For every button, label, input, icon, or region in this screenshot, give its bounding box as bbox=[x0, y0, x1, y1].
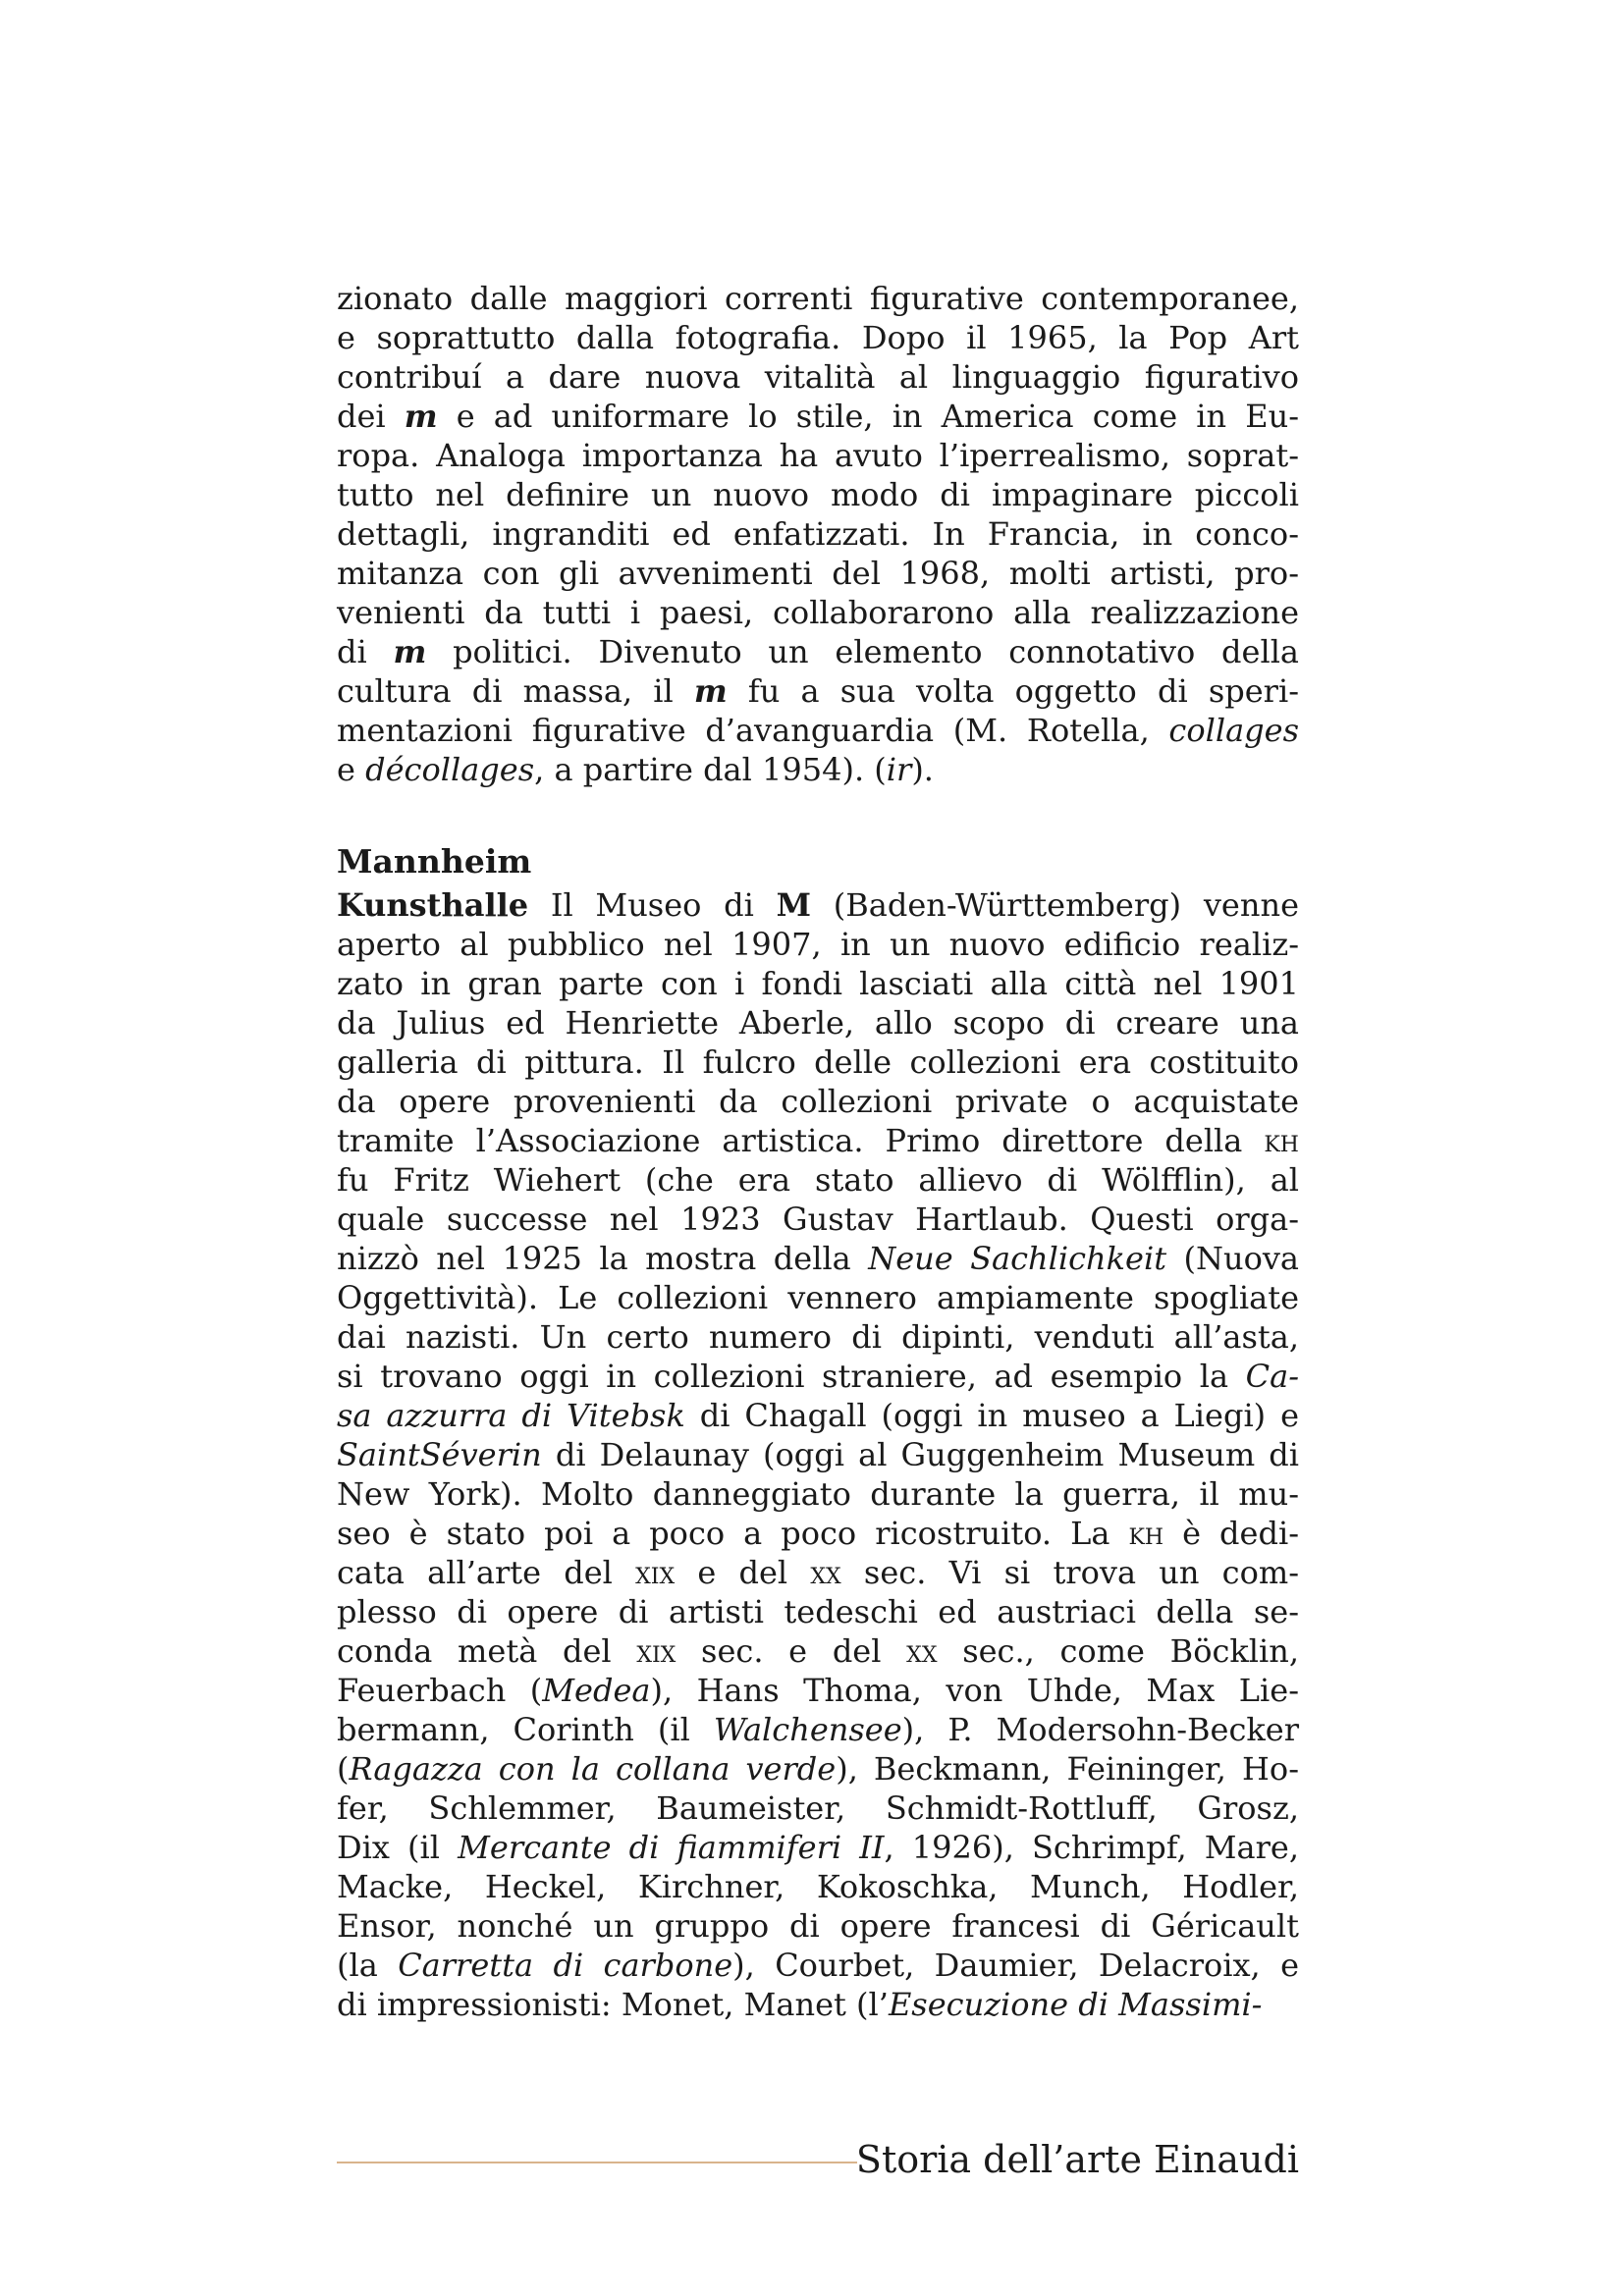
text-segment: contribuí a dare nuova vitalità al linguaggio figurativo bbox=[337, 358, 1299, 396]
text-line bbox=[337, 671, 1299, 711]
text-line bbox=[337, 1317, 1299, 1357]
text-segment: , a partire dal 1954). ( bbox=[534, 751, 887, 788]
text-line bbox=[337, 1200, 1299, 1239]
text-line bbox=[337, 1474, 1299, 1514]
text-segment: Mercante di fiammiferi II bbox=[458, 1829, 885, 1866]
text-segment: nizzò nel 1925 la mostra della bbox=[337, 1240, 869, 1277]
text-line bbox=[337, 1867, 1299, 1906]
text-segment: conda metà del bbox=[337, 1632, 637, 1670]
text-line bbox=[337, 318, 1299, 357]
text-segment: ), Courbet, Daumier, Delacroix, e bbox=[732, 1947, 1300, 1984]
text-segment: Neue Sachlichkeit bbox=[868, 1240, 1167, 1277]
text-segment: cultura di massa, il bbox=[337, 672, 694, 710]
text-line bbox=[337, 1121, 1299, 1160]
text-segment: da opere provenienti da collezioni private o acquistate bbox=[337, 1083, 1299, 1120]
text-segment: sec., come Böcklin, bbox=[937, 1632, 1300, 1670]
text-line bbox=[337, 1553, 1299, 1592]
text-line bbox=[337, 1435, 1299, 1474]
text-segment: dai nazisti. Un certo numero di dipinti, venduti all’asta, bbox=[337, 1318, 1299, 1356]
text-segment: (Nuova bbox=[1166, 1240, 1300, 1277]
text-segment: ), Beckmann, Feininger, Ho- bbox=[836, 1750, 1300, 1788]
text-segment: xix bbox=[636, 1632, 676, 1670]
text-segment: Il Museo di bbox=[528, 886, 777, 924]
text-segment: dei bbox=[337, 398, 405, 435]
text-segment: cata all’arte del bbox=[337, 1554, 636, 1591]
text-segment: (la bbox=[337, 1947, 399, 1984]
text-line bbox=[337, 1749, 1299, 1789]
text-segment: m bbox=[693, 672, 728, 710]
text-segment: di Delaunay (oggi al Guggenheim Museum di bbox=[541, 1436, 1299, 1473]
text-segment: Oggettività). Le collezioni vennero ampiamente spogliate bbox=[337, 1279, 1299, 1316]
text-segment: politici. Divenuto un elemento connotativo della bbox=[426, 633, 1300, 670]
text-segment: xx bbox=[810, 1554, 841, 1591]
text-segment: plesso di opere di artisti tedeschi ed austriaci della se- bbox=[337, 1593, 1299, 1630]
text-segment: venienti da tutti i paesi, collaborarono alla realizzazione bbox=[337, 594, 1299, 631]
text-segment: , 1926), Schrimpf, Mare, bbox=[884, 1829, 1300, 1866]
text-segment: Ragazza con la collana verde bbox=[349, 1750, 837, 1788]
text-segment: mentazioni figurative d’avanguardia (M. Rotella, bbox=[337, 712, 1169, 749]
text-segment: aperto al pubblico nel 1907, in un nuovo edificio realiz- bbox=[337, 926, 1299, 963]
text-segment: e bbox=[337, 751, 366, 788]
text-segment: fu a sua volta oggetto di speri- bbox=[727, 672, 1300, 710]
text-segment: kh bbox=[1128, 1515, 1164, 1552]
text-segment: Feuerbach ( bbox=[337, 1672, 543, 1709]
text-segment: Ensor, nonché un gruppo di opere francesi di Géricault bbox=[337, 1907, 1299, 1945]
text-line bbox=[337, 436, 1299, 475]
text-segment: e del bbox=[675, 1554, 811, 1591]
text-segment: è dedi- bbox=[1163, 1515, 1300, 1552]
text-segment: ( bbox=[337, 1750, 350, 1788]
text-line bbox=[337, 1042, 1299, 1082]
text-segment: da Julius ed Henriette Aberle, allo scopo di creare una bbox=[337, 1004, 1299, 1041]
text-line bbox=[337, 1946, 1299, 1985]
text-segment: xix bbox=[635, 1554, 676, 1591]
text-line bbox=[337, 1985, 1299, 2024]
text-line bbox=[337, 554, 1299, 593]
text-segment: quale successe nel 1923 Gustav Hartlaub. Questi orga- bbox=[337, 1201, 1299, 1238]
text-segment: tutto nel definire un nuovo modo di impaginare piccoli bbox=[337, 476, 1299, 513]
text-line bbox=[337, 1396, 1299, 1435]
text-segment: di impressionisti: Monet, Manet (l’ bbox=[337, 1986, 889, 2023]
text-segment: tramite l’Associazione artistica. Primo direttore della bbox=[337, 1122, 1265, 1159]
paragraph-media-intro bbox=[337, 279, 1299, 789]
text-line bbox=[337, 1514, 1299, 1553]
text-line bbox=[337, 885, 1299, 925]
entry-heading: Mannheim bbox=[337, 842, 532, 881]
text-line bbox=[337, 279, 1299, 318]
text-segment: zato in gran parte con i fondi lasciati alla città nel 1901 bbox=[337, 965, 1299, 1002]
text-segment: ir bbox=[886, 751, 912, 788]
text-segment: M bbox=[776, 886, 812, 924]
text-segment: bermann, Corinth (il bbox=[337, 1711, 714, 1748]
text-segment: New York). Molto danneggiato durante la guerra, il mu- bbox=[337, 1475, 1299, 1513]
text-segment: sec. Vi si trova un com- bbox=[840, 1554, 1300, 1591]
text-segment: fer, Schlemmer, Baumeister, Schmidt-Rottluff, Grosz, bbox=[337, 1789, 1299, 1827]
text-line bbox=[337, 1003, 1299, 1042]
text-segment: Medea bbox=[542, 1672, 651, 1709]
text-segment: dettagli, ingranditi ed enfatizzati. In Francia, in conco- bbox=[337, 515, 1299, 553]
text-segment: galleria di pittura. Il fulcro delle collezioni era costituito bbox=[337, 1043, 1299, 1081]
text-segment: Macke, Heckel, Kirchner, Kokoschka, Munch, Hodler, bbox=[337, 1868, 1299, 1905]
text-segment: m bbox=[404, 398, 438, 435]
text-segment: xx bbox=[906, 1632, 938, 1670]
text-line bbox=[337, 1671, 1299, 1710]
text-line bbox=[337, 1710, 1299, 1749]
text-line bbox=[337, 750, 1299, 789]
text-segment: zionato dalle maggiori correnti figurative contemporanee, bbox=[337, 280, 1299, 317]
text-line bbox=[337, 357, 1299, 397]
text-line bbox=[337, 925, 1299, 964]
text-line bbox=[337, 632, 1299, 671]
text-segment: mitanza con gli avvenimenti del 1968, molti artisti, pro- bbox=[337, 555, 1299, 592]
text-segment: seo è stato poi a poco a poco ricostruito. La bbox=[337, 1515, 1129, 1552]
text-segment: di Chagall (oggi in museo a Liegi) e bbox=[684, 1397, 1300, 1434]
text-segment: (Baden-Württemberg) venne bbox=[811, 886, 1300, 924]
text-segment: Dix (il bbox=[337, 1829, 459, 1866]
text-segment: Walchensee bbox=[713, 1711, 902, 1748]
text-segment: Ca- bbox=[1245, 1358, 1299, 1395]
text-line bbox=[337, 1789, 1299, 1828]
text-line bbox=[337, 475, 1299, 514]
paragraph-kunsthalle bbox=[337, 885, 1299, 2024]
text-line bbox=[337, 1828, 1299, 1867]
text-segment: kh bbox=[1264, 1122, 1299, 1159]
text-segment: ). bbox=[911, 751, 934, 788]
text-segment: ), Hans Thoma, von Uhde, Max Lie- bbox=[650, 1672, 1300, 1709]
text-segment: e soprattutto dalla fotografia. Dopo il 1965, la Pop Art bbox=[337, 319, 1299, 356]
text-segment: sa azzurra di Vitebsk bbox=[337, 1397, 685, 1434]
text-segment: di bbox=[337, 633, 394, 670]
text-segment: si trovano oggi in collezioni straniere, ad esempio la bbox=[337, 1358, 1246, 1395]
footer-publication-title: Storia dell’arte Einaudi bbox=[855, 2138, 1299, 2181]
text-line bbox=[337, 514, 1299, 554]
page-footer bbox=[337, 2130, 1299, 2189]
text-segment: e ad uniformare lo stile, in America come in Eu- bbox=[437, 398, 1300, 435]
text-line bbox=[337, 711, 1299, 750]
text-segment: ropa. Analoga importanza ha avuto l’iperrealismo, soprat- bbox=[337, 437, 1299, 474]
text-line bbox=[337, 1357, 1299, 1396]
text-segment: ), P. Modersohn-Becker bbox=[901, 1711, 1300, 1748]
footer-rule bbox=[337, 2162, 857, 2163]
text-segment: m bbox=[393, 633, 427, 670]
text-column bbox=[337, 279, 1299, 2024]
text-segment: décollages bbox=[365, 751, 535, 788]
text-line bbox=[337, 1160, 1299, 1200]
text-segment: Carretta di carbone bbox=[398, 1947, 733, 1984]
paragraph-gap bbox=[337, 789, 1299, 836]
text-line bbox=[337, 1239, 1299, 1278]
text-line bbox=[337, 964, 1299, 1003]
text-line bbox=[337, 1631, 1299, 1671]
text-segment: Esecuzione di Massimi- bbox=[888, 1986, 1263, 2023]
text-segment: collages bbox=[1168, 712, 1299, 749]
text-line bbox=[337, 1278, 1299, 1317]
text-line bbox=[337, 1592, 1299, 1631]
text-segment: fu Fritz Wiehert (che era stato allievo di Wölfflin), al bbox=[337, 1161, 1299, 1199]
text-segment: SaintSéverin bbox=[337, 1436, 542, 1473]
text-line bbox=[337, 1906, 1299, 1946]
text-segment: Kunsthalle bbox=[337, 886, 529, 924]
text-line bbox=[337, 593, 1299, 632]
text-line bbox=[337, 1082, 1299, 1121]
text-segment: sec. e del bbox=[676, 1632, 907, 1670]
text-line bbox=[337, 397, 1299, 436]
